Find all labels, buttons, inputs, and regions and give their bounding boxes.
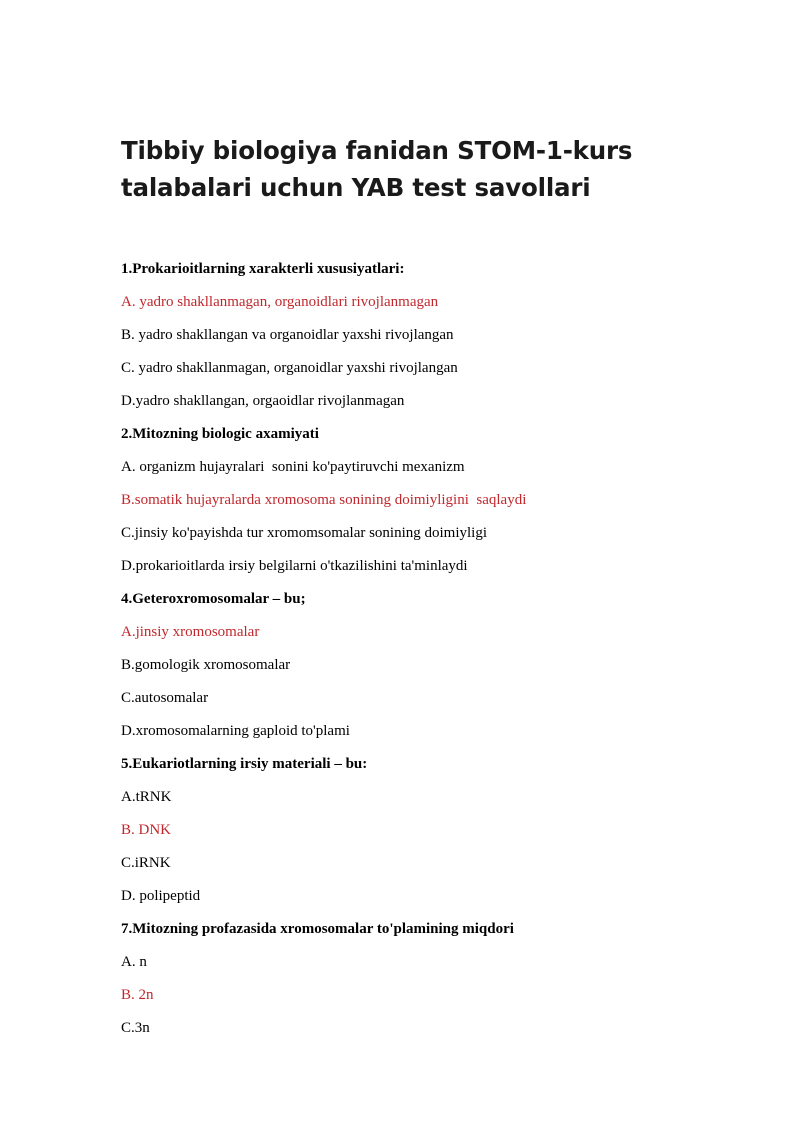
answer-option: B. yadro shakllangan va organoidlar yaxshi rivojlangan (121, 327, 454, 343)
title-line-2: talabalari uchun YAB test savollari (121, 173, 591, 202)
answer-option: C.autosomalar (121, 690, 209, 706)
question-block (121, 253, 741, 418)
question-block (121, 748, 741, 913)
answer-option: D.yadro shakllangan, orgaoidlar rivojlanmagan (121, 393, 405, 409)
answer-option: D.xromosomalarning gaploid to'plami (121, 723, 350, 739)
answer-option: C. yadro shakllanmagan, organoidlar yaxshi rivojlangan (121, 360, 458, 376)
question-text: 1.Prokarioitlarning xarakterli xususiyatlari: (121, 261, 405, 277)
document-title (121, 132, 741, 206)
answer-option: C.iRNK (121, 855, 171, 871)
answer-option-correct: A. yadro shakllanmagan, organoidlari rivojlanmagan (121, 294, 439, 310)
answer-option-correct: B. 2n (121, 987, 154, 1003)
question-list (121, 253, 741, 1045)
answer-option: A. n (121, 954, 147, 970)
answer-option: B.gomologik xromosomalar (121, 657, 291, 673)
answer-option-correct: B.somatik hujayralarda xromosoma sonining doimiyligini saqlaydi (121, 492, 527, 508)
answer-option: A. organizm hujayralari sonini ko'paytiruvchi mexanizm (121, 459, 465, 475)
question-block (121, 913, 741, 1045)
question-block (121, 418, 741, 583)
answer-option-correct: A.jinsiy xromosomalar (121, 624, 260, 640)
answer-option-correct: B. DNK (121, 822, 172, 838)
answer-option: C.jinsiy ko'payishda tur xromomsomalar sonining doimiyligi (121, 525, 488, 541)
answer-option: D.prokarioitlarda irsiy belgilarni o'tkazilishini ta'minlaydi (121, 558, 468, 574)
question-text: 7.Mitozning profazasida xromosomalar to'plamining miqdori (121, 921, 514, 937)
question-block (121, 583, 741, 748)
answer-option: A.tRNK (121, 789, 172, 805)
answer-option: D. polipeptid (121, 888, 201, 904)
question-text: 5.Eukariotlarning irsiy materiali – bu: (121, 756, 368, 772)
question-text: 2.Mitozning biologic axamiyati (121, 426, 319, 442)
question-text: 4.Geteroxromosomalar – bu; (121, 591, 306, 607)
document-page (121, 132, 741, 1045)
title-line-1: Tibbiy biologiya fanidan STOM-1-kurs (121, 136, 633, 165)
answer-option: C.3n (121, 1020, 150, 1036)
